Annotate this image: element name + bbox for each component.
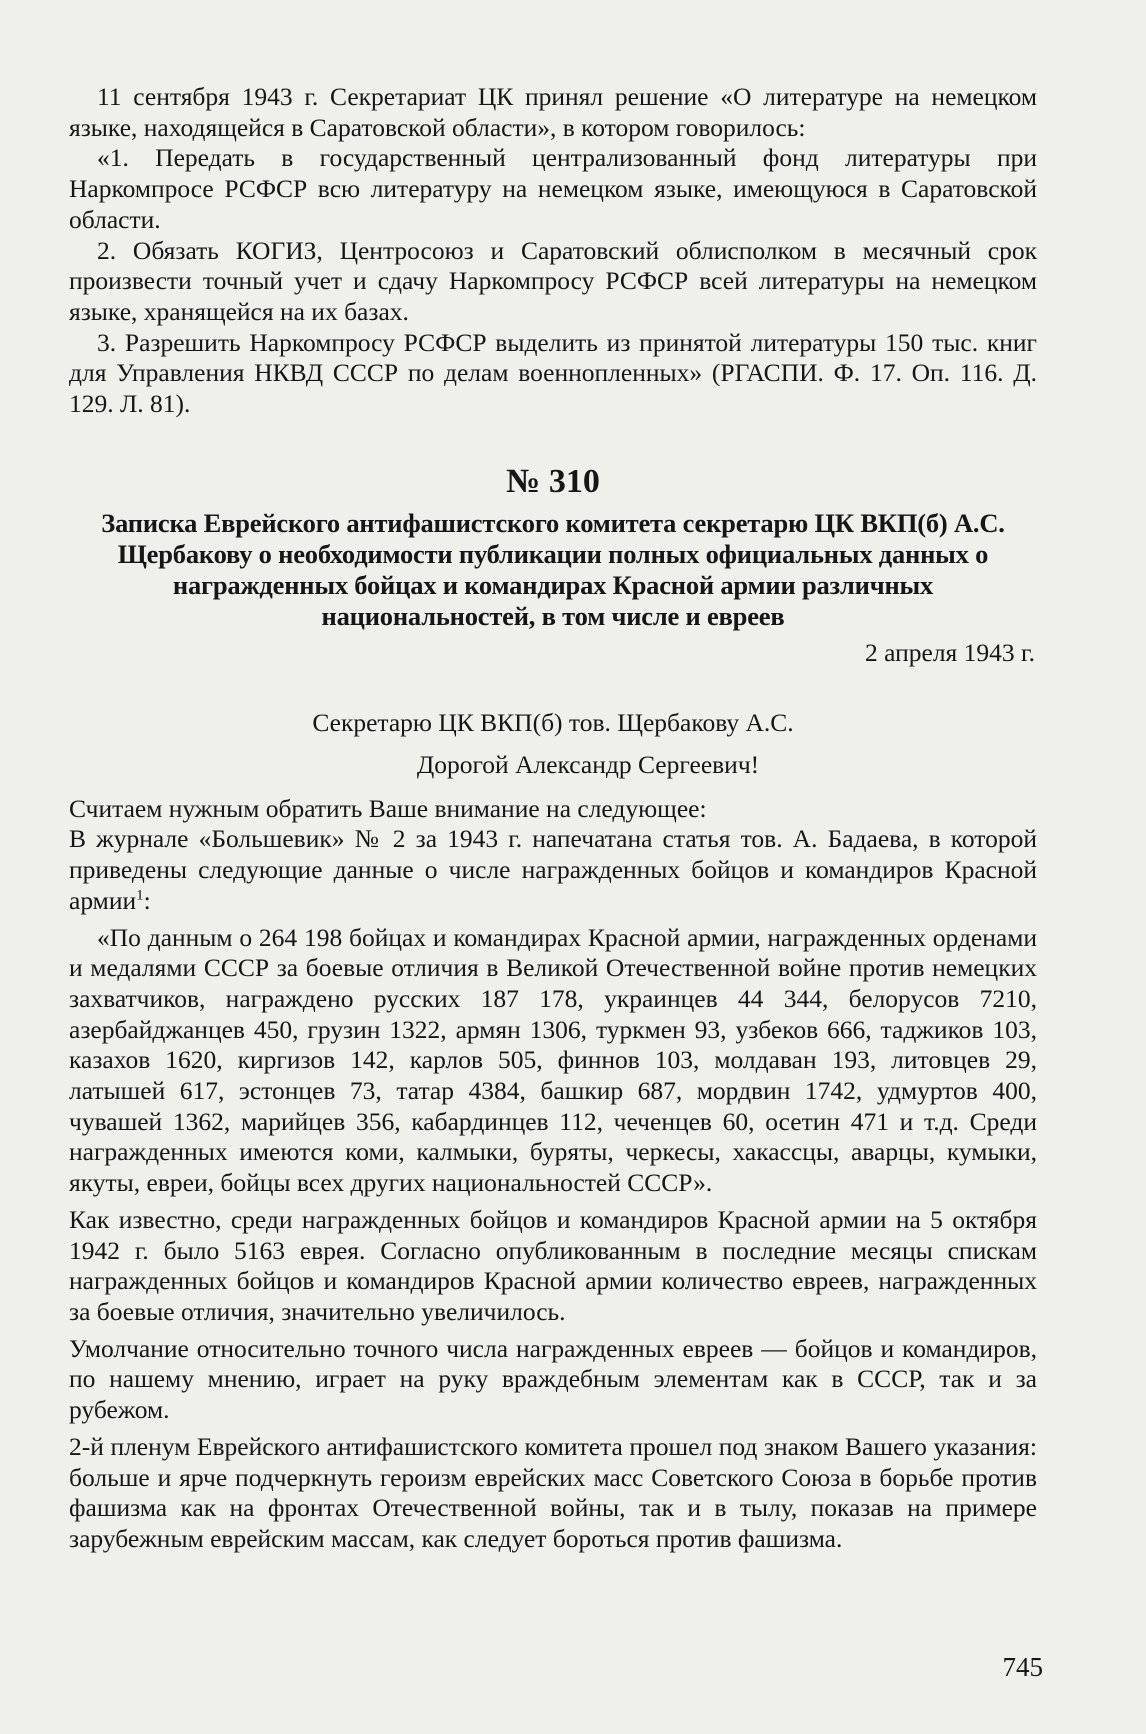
intro-paragraph: 11 сентября 1943 г. Секретариат ЦК принял решение «О литературе на немецком языке, находящейся в Саратовской области», в котором говорилось: bbox=[69, 82, 1037, 142]
body-paragraph-1: Считаем нужным обратить Ваше внимание на следующее: bbox=[69, 793, 707, 823]
body-paragraph-2-text: В журнале «Большевик» № 2 за 1943 г. напечатана статья тов. А. Бадаева, в которой приведены следующие данные о числе награжденных бойцов и командиров Красной армии bbox=[69, 824, 1037, 915]
body-paragraph-2-end: : bbox=[143, 885, 151, 915]
body-paragraph-4: Как известно, среди награжденных бойцов и командиров Красной армии на 5 октября 1942 г. было 5163 еврея. Согласно опубликованным в последние месяцы спискам награжденных бойцов и командиров Красной армии количество евреев, награжденных за боевые отличия, значительно увеличилось. bbox=[69, 1204, 1037, 1326]
document-number: № 310 bbox=[506, 462, 600, 500]
resolution-item-1: «1. Передать в государственный централизованный фонд литературы при Наркомпросе РСФСР всю литературу на немецком языке, имеющуюся в Саратовской области. bbox=[69, 143, 1037, 234]
letter-body bbox=[69, 794, 1037, 1555]
body-paragraph-quote: «По данным о 264 198 бойцах и командирах Красной армии, награжденных орденами и медалями СССР за боевые отличия в Великой Отечественной войне против немецких захватчиков, награждено русских 187 178, украинцев 44 344, белорусов 7210, азербайджанцев 450, грузин 1322, армян 1306, туркмен 93, узбеков 666, таджиков 103, казахов 1620, киргизов 142, карлов 505, финнов 103, молдаван 193, литовцев 29, латышей 617, эстонцев 73, татар 4384, башкир 687, мордвин 1742, удмуртов 400, чувашей 1362, марийцев 356, кабардинцев 112, чеченцев 60, осетин 471 и т.д. Среди награжденных имеются коми, калмыки, буряты, черкесы, хакассцы, аварцы, кумыки, якуты, евреи, бойцы всех других национальностей СССР». bbox=[69, 922, 1037, 1198]
resolution-item-3: 3. Разрешить Наркомпросу РСФСР выделить из принятой литературы 150 тыс. книг для Управления НКВД СССР по делам военнопленных» (РГАСПИ. Ф. 17. Оп. 116. Д. 129. Л. 81). bbox=[69, 327, 1037, 419]
body-paragraph-6: 2-й пленум Еврейского антифашистского комитета прошел под знаком Вашего указания: больше и ярче подчеркнуть героизм еврейских масс Советского Союза в борьбе против фашизма как на фронтах Отечественной войны, так и в тылу, показав на примере зарубежным еврейским массам, как следует бороться против фашизма. bbox=[69, 1431, 1037, 1553]
addressee: Секретарю ЦК ВКП(б) тов. Щербакову А.С. bbox=[312, 707, 794, 737]
text-column bbox=[69, 82, 1037, 1561]
document-date: 2 апреля 1943 г. bbox=[865, 637, 1035, 667]
page-number: 745 bbox=[1002, 1652, 1043, 1682]
document-title: Записка Еврейского антифашистского комитета секретарю ЦК ВКП(б) А.С. Щербакову о необходимости публикации полных официальных данных о награжденных бойцах и командирах Красной армии различных национальностей, в том числе и евреев bbox=[101, 507, 1005, 631]
resolution-item-2: 2. Обязать КОГИЗ, Центросоюз и Саратовский облисполком в месячный срок произвести точный учет и сдачу Наркомпросу РСФСР всей литературы на немецком языке, хранящейся на их базах. bbox=[69, 235, 1037, 326]
intro-section bbox=[69, 82, 1037, 420]
body-paragraph-2 bbox=[69, 824, 1037, 916]
body-paragraph-5: Умолчание относительно точного числа награжденных евреев — бойцов и командиров, по нашему мнению, играет на руку враждебным элементам как в СССР, так и за рубежом. bbox=[69, 1333, 1037, 1425]
greeting: Дорогой Александр Сергеевич! bbox=[416, 749, 760, 779]
footnote-marker[interactable]: 1 bbox=[136, 887, 144, 904]
